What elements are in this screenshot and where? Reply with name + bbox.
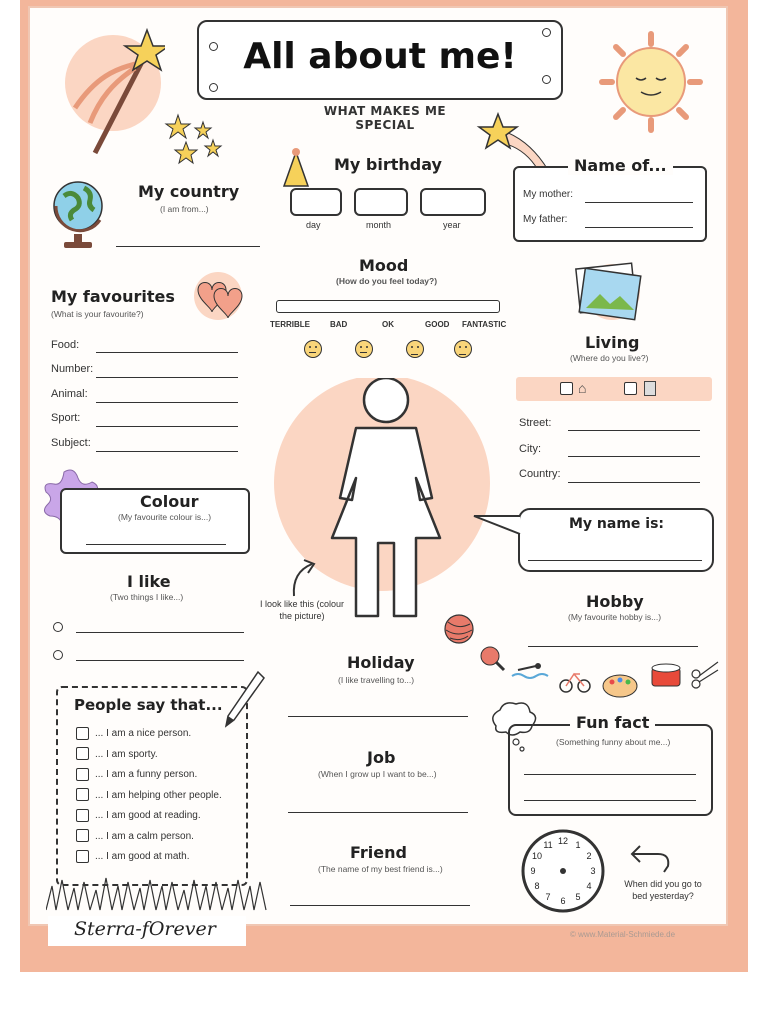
clock-number: 4 [586,881,592,891]
living-subtitle: (Where do you live?) [570,353,649,363]
hobby-subtitle: (My favourite hobby is...) [568,612,662,622]
ping-pong-icon [481,647,504,670]
signature: Sterra-fOrever [74,918,216,940]
party-hat-icon [280,146,312,190]
fav-subject-input[interactable] [96,451,238,452]
clock-number: 11 [543,840,553,850]
fantastic-face-icon[interactable] [454,340,472,358]
title-banner [197,20,563,100]
fun-fact-heading: Fun fact [570,713,655,732]
mother-input[interactable] [585,202,693,203]
people-say-item[interactable]: ... I am good at reading. [76,806,222,827]
people-say-item[interactable]: ... I am sporty. [76,745,222,766]
fav-food-label: Food: [51,339,80,351]
friend-subtitle: (The name of my best friend is...) [318,864,443,874]
mood-label-bad: BAD [330,320,348,329]
friend-heading: Friend [350,843,407,862]
clock-number: 8 [534,881,540,891]
arrow-up-icon [286,556,320,600]
clock-number: 5 [575,892,581,902]
sun-icon [596,30,706,135]
favourites-heading: My favourites [51,287,175,306]
clock-number: 6 [560,896,566,906]
mother-label: My mother: [523,189,574,200]
colour-heading: Colour [140,492,199,511]
people-say-item[interactable]: ... I am helping other people. [76,786,222,807]
mood-subtitle: (How do you feel today?) [336,276,438,286]
day-label: day [306,220,321,230]
apartment-checkbox[interactable] [624,382,637,395]
bedtime-question: When did you go to bed yesterday? [624,879,702,901]
father-input[interactable] [585,227,693,228]
house-icon: ⌂ [578,380,587,396]
bottom-strip [20,944,748,972]
fun-fact-subtitle: (Something funny about me...) [556,737,671,747]
look-like-note: I look like this (colour the picture) [259,599,345,621]
clock-number: 7 [545,892,551,902]
magic-wand-icon [55,28,165,163]
city-label: City: [519,443,541,455]
fav-sport-input[interactable] [96,426,238,427]
mood-heading: Mood [359,256,409,275]
bad-face-icon[interactable] [355,340,373,358]
people-say-item[interactable]: ... I am a nice person. [76,724,222,745]
people-say-item[interactable]: ... I am good at math. [76,847,222,868]
people-say-item[interactable]: ... I am a calm person. [76,827,222,848]
ilike-subtitle: (Two things I like...) [110,592,184,602]
holiday-input[interactable] [288,716,468,717]
clock-number: 2 [586,851,592,861]
living-country-label: Country: [519,468,561,480]
stars-icon [158,110,230,170]
birthday-year-input[interactable] [420,188,486,216]
hobby-icons [440,610,730,700]
ilike-input-2[interactable] [76,660,244,661]
hobby-heading: Hobby [586,592,644,611]
palette-icon [603,675,637,697]
birthday-heading: My birthday [334,155,442,174]
job-subtitle: (When I grow up I want to be...) [318,769,437,779]
clock-icon[interactable] [518,826,608,916]
name-of-heading: Name of... [568,156,673,175]
shooting-star-icon [476,112,552,172]
job-input[interactable] [288,812,468,813]
mood-label-ok: OK [382,320,394,329]
country-heading: My country [138,182,240,201]
country-input[interactable] [116,246,260,247]
return-arrow-icon [628,838,674,874]
fav-animal-label: Animal: [51,388,88,400]
street-input[interactable] [568,430,700,431]
mood-label-terrible: TERRIBLE [270,320,310,329]
fav-number-label: Number: [51,363,94,375]
page-title: All about me! [243,36,517,77]
hearts-icon [184,268,250,324]
speech-pointer [472,512,522,536]
father-label: My father: [523,214,568,225]
fun-fact-input-2[interactable] [524,800,696,801]
street-label: Street: [519,417,552,429]
mood-label-fantastic: FANTASTIC [462,320,507,329]
ilike-input-1[interactable] [76,632,244,633]
holiday-heading: Holiday [347,653,415,672]
city-input[interactable] [568,456,700,457]
fav-animal-input[interactable] [96,402,238,403]
people-say-list [76,724,222,868]
apartment-icon [644,381,656,396]
pencil-icon [222,668,266,730]
people-say-heading: People say that... [74,696,223,714]
home-type-bar [516,377,712,401]
good-face-icon[interactable] [406,340,424,358]
grass-decoration [46,872,270,912]
scissors-icon [692,662,718,688]
ilike-bullet [53,622,63,632]
birthday-month-input[interactable] [354,188,408,216]
globe-icon [50,176,108,252]
footer-credit: © www.Material-Schmiede.de [570,930,676,939]
house-checkbox[interactable] [560,382,573,395]
signature-area [48,916,246,946]
name-of-box [513,166,707,242]
friend-input[interactable] [290,905,470,906]
clock-number: 1 [575,840,581,850]
year-label: year [443,220,461,230]
fav-number-input[interactable] [96,377,238,378]
ilike-bullet [53,650,63,660]
people-say-item[interactable]: ... I am a funny person. [76,765,222,786]
drum-icon [652,664,680,686]
clock-number: 3 [590,866,596,876]
living-country-input[interactable] [568,482,700,483]
terrible-face-icon[interactable] [304,340,322,358]
bicycle-icon [560,674,590,692]
ilike-heading: I like [127,572,171,591]
mood-label-good: GOOD [425,320,450,329]
clock-number: 10 [531,851,543,861]
clock-number: 9 [530,866,536,876]
page-subtitle: WHAT MAKES ME SPECIAL [323,104,447,132]
holiday-subtitle: (I like travelling to...) [338,675,415,685]
colour-subtitle: (My favourite colour is...) [118,512,212,522]
birthday-day-input[interactable] [290,188,342,216]
my-name-input[interactable] [528,560,702,561]
month-label: month [366,220,392,230]
fav-sport-label: Sport: [51,412,81,424]
favourites-subtitle: (What is your favourite?) [51,309,144,319]
picture-frame-icon [570,258,646,324]
living-heading: Living [585,333,640,352]
fav-subject-label: Subject: [51,437,91,449]
fun-fact-input-1[interactable] [524,774,696,775]
colour-input[interactable] [86,544,226,545]
country-subtitle: (I am from...) [160,204,209,214]
swimmer-icon [512,663,548,678]
mood-scale[interactable] [276,300,500,313]
job-heading: Job [367,748,396,767]
fav-food-input[interactable] [96,352,238,353]
yarn-ball-icon [445,615,473,643]
my-name-heading: My name is: [569,516,665,532]
clock-number: 12 [557,836,569,846]
